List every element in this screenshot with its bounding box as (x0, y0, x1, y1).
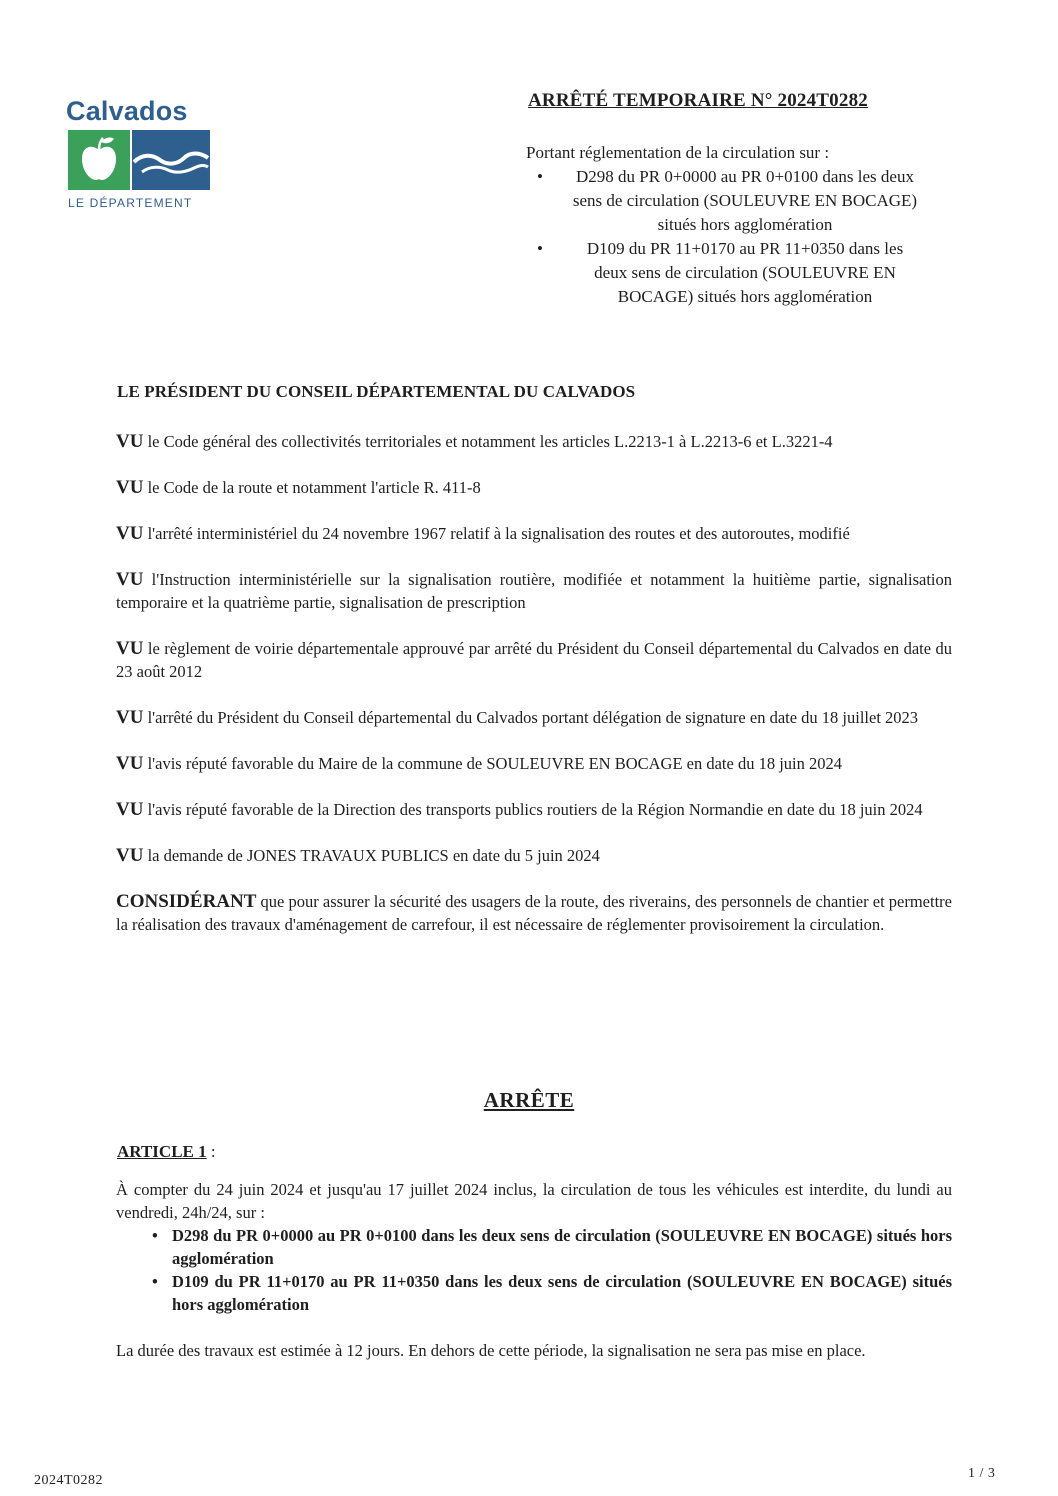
president-heading: LE PRÉSIDENT DU CONSEIL DÉPARTEMENTAL DU CALVADOS (117, 382, 636, 401)
article-1-item-text: D109 du PR 11+0170 au PR 11+0350 dans les deux sens de circulation (SOULEUVRE EN BOCAGE) situés hors agglomération (172, 1272, 952, 1314)
article-1-item-text: D298 du PR 0+0000 au PR 0+0100 dans les deux sens de circulation (SOULEUVRE EN BOCAGE) situés hors agglomération (172, 1226, 952, 1268)
article-1-title: ARTICLE 1 (117, 1142, 207, 1161)
article-1-note: La durée des travaux est estimée à 12 jours. En dehors de cette période, la signalisation ne sera pas mise en place. (116, 1341, 866, 1360)
bullet-icon: • (537, 167, 543, 186)
bullet-icon: • (152, 1226, 158, 1245)
visa-paragraph (116, 637, 952, 683)
calvados-logo (64, 96, 214, 218)
logo-blue-square (132, 130, 210, 190)
subject-item-text: D298 du PR 0+0000 au PR 0+0100 dans les deux sens de circulation (SOULEUVRE EN BOCAGE) situés hors agglomération (572, 167, 918, 234)
visa-keyword: VU (116, 753, 144, 774)
considerant-paragraph (116, 890, 952, 936)
visa-paragraph (116, 568, 952, 614)
article-1-item (152, 1270, 952, 1316)
visa-text: la demande de JONES TRAVAUX PUBLICS en date du 5 juin 2024 (143, 846, 600, 865)
subject-list (520, 165, 920, 309)
visa-text: l'arrêté interministériel du 24 novembre 1967 relatif à la signalisation des routes et des autoroutes, modifié (143, 524, 850, 543)
visa-text: le règlement de voirie départementale approuvé par arrêté du Président du Conseil départemental du Calvados en date du 23 août 2012 (116, 639, 952, 681)
visa-paragraph (116, 430, 952, 453)
visa-paragraph (116, 844, 952, 867)
article-1-item (152, 1224, 952, 1270)
footer-reference: 2024T0282 (34, 1473, 104, 1488)
visa-paragraph (116, 752, 952, 775)
footer-page-number: 1 / 3 (968, 1466, 996, 1481)
article-1-body (116, 1178, 952, 1362)
article-1-intro: À compter du 24 juin 2024 et jusqu'au 17 juillet 2024 inclus, la circulation de tous les véhicules est interdite, du lundi au vendredi, 24h/24, sur : (116, 1180, 952, 1222)
document-title: ARRÊTÉ TEMPORAIRE N° 2024T0282 (528, 90, 868, 111)
visa-text: le Code général des collectivités territoriales et notamment les articles L.2213-1 à L.2213-6 et L.3221-4 (143, 432, 833, 451)
visa-keyword: VU (116, 523, 144, 544)
subject-item (520, 237, 920, 309)
considerant-keyword: CONSIDÉRANT (116, 891, 257, 912)
visa-text: l'avis réputé favorable du Maire de la commune de SOULEUVRE EN BOCAGE en date du 18 juin 2024 (143, 754, 843, 773)
article-1-list (116, 1224, 952, 1316)
article-1-heading (117, 1142, 216, 1162)
subject-block (520, 141, 920, 309)
subject-item (520, 165, 920, 237)
article-1-colon: : (206, 1142, 216, 1161)
visa-text: le Code de la route et notamment l'article R. 411-8 (143, 478, 481, 497)
visa-keyword: VU (116, 477, 144, 498)
bullet-icon: • (152, 1272, 158, 1291)
visa-keyword: VU (116, 431, 144, 452)
visa-paragraph (116, 798, 952, 821)
considerant-text: que pour assurer la sécurité des usagers de la route, des riverains, des personnels de chantier et permettre la réalisation des travaux d'aménagement de carrefour, il est nécessaire de réglementer provisoirement la circulation. (116, 892, 952, 934)
visa-paragraph (116, 706, 952, 729)
logo-name: Calvados (66, 96, 188, 126)
subject-item-text: D109 du PR 11+0170 au PR 11+0350 dans les deux sens de circulation (SOULEUVRE EN BOCAGE) situés hors agglomération (586, 239, 904, 306)
visa-text: l'Instruction interministérielle sur la signalisation routière, modifiée et notamment la huitième partie, signalisation temporaire et la quatrième partie, signalisation de prescription (116, 570, 952, 612)
visas-section (116, 430, 952, 959)
visa-keyword: VU (116, 707, 144, 728)
visa-keyword: VU (116, 845, 144, 866)
visa-keyword: VU (116, 638, 144, 659)
logo-subtitle: LE DÉPARTEMENT (68, 196, 193, 210)
visa-text: l'arrêté du Président du Conseil départemental du Calvados portant délégation de signature en date du 18 juillet 2023 (143, 708, 919, 727)
bullet-icon: • (537, 239, 543, 258)
decision-heading: ARRÊTE (483, 1088, 575, 1112)
visa-keyword: VU (116, 569, 144, 590)
subject-intro: Portant réglementation de la circulation sur : (526, 143, 830, 162)
visa-paragraph (116, 476, 952, 499)
visa-paragraph (116, 522, 952, 545)
visa-text: l'avis réputé favorable de la Direction des transports publics routiers de la Région Normandie en date du 18 juin 2024 (143, 800, 923, 819)
visa-keyword: VU (116, 799, 144, 820)
logo-graphic (68, 130, 210, 190)
